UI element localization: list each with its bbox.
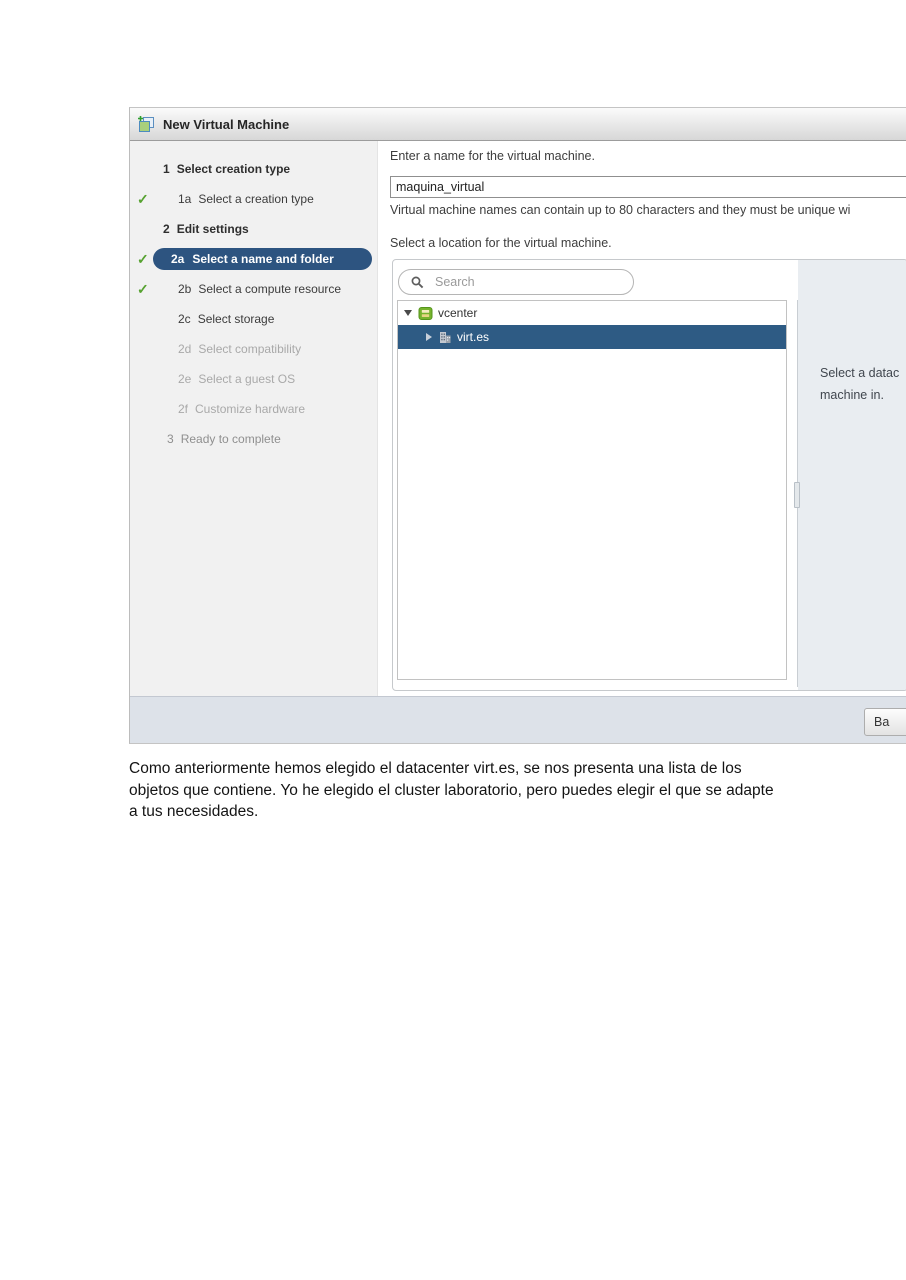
step-2-edit-settings[interactable]: 2 Edit settings bbox=[163, 222, 249, 236]
inventory-tree bbox=[397, 300, 787, 680]
body-paragraph: Como anteriormente hemos elegido el datacenter virt.es, se nos presenta una lista de los objetos que contiene. Yo he elegido el cluster laboratorio, pero puedes elegir el que se adapte a tus necesidades. bbox=[129, 760, 774, 820]
step-label: Edit settings bbox=[176, 222, 249, 236]
wizard-steps-sidebar bbox=[130, 141, 378, 696]
name-label: Enter a name for the virtual machine. bbox=[390, 149, 595, 163]
step-label: Select storage bbox=[197, 312, 275, 326]
datacenter-icon bbox=[438, 330, 452, 344]
step-label: Select a guest OS bbox=[198, 372, 296, 386]
side-note-line: machine in. bbox=[820, 388, 884, 402]
check-icon: ✓ bbox=[137, 191, 149, 207]
check-icon: ✓ bbox=[137, 281, 149, 297]
search-icon bbox=[411, 276, 424, 289]
chevron-right-icon[interactable] bbox=[426, 333, 432, 341]
step-label: Select a creation type bbox=[198, 192, 314, 206]
step-label: Select creation type bbox=[176, 162, 291, 176]
step-2f-customize-hardware: 2f Customize hardware bbox=[178, 402, 306, 416]
back-button[interactable]: Ba bbox=[864, 708, 906, 736]
search-box[interactable] bbox=[398, 269, 634, 295]
search-input[interactable] bbox=[433, 274, 633, 290]
wizard-main-panel bbox=[379, 141, 906, 696]
new-vm-wizard-dialog bbox=[129, 107, 906, 744]
tree-row-virt-es[interactable] bbox=[398, 325, 786, 349]
step-3-ready-to-complete: 3 Ready to complete bbox=[167, 432, 281, 446]
tree-node-label: virt.es bbox=[457, 330, 490, 344]
vcenter-icon bbox=[418, 306, 433, 321]
location-browser bbox=[392, 259, 906, 691]
vm-name-input[interactable] bbox=[390, 176, 906, 198]
step-label: Select compatibility bbox=[198, 342, 302, 356]
dialog-body bbox=[130, 141, 906, 696]
dialog-title: New Virtual Machine bbox=[163, 116, 290, 132]
step-label: Select a compute resource bbox=[198, 282, 342, 296]
location-label: Select a location for the virtual machine. bbox=[390, 236, 612, 250]
check-icon: ✓ bbox=[137, 251, 149, 267]
step-label: Customize hardware bbox=[195, 402, 306, 416]
dialog-footer bbox=[130, 696, 906, 743]
step-label: Ready to complete bbox=[180, 432, 281, 446]
side-note-line: Select a datac bbox=[820, 366, 900, 380]
tree-row-vcenter[interactable] bbox=[398, 301, 786, 325]
step-2e-select-a-guest-os: 2e Select a guest OS bbox=[178, 372, 296, 386]
location-side-panel bbox=[798, 260, 906, 690]
step-2d-select-compatibility: 2d Select compatibility bbox=[178, 342, 302, 356]
tree-node-label: vcenter bbox=[438, 306, 478, 320]
step-2a-select-a-name-and-folder[interactable]: ✓ 2a Select a name and folder bbox=[153, 248, 372, 270]
step-label: Select a name and folder bbox=[192, 252, 334, 266]
step-2b-select-a-compute-resource[interactable]: ✓ 2b Select a compute resource bbox=[137, 281, 342, 297]
step-2c-select-storage[interactable]: 2c Select storage bbox=[178, 312, 275, 326]
step-1a-select-a-creation-type[interactable]: ✓ 1a Select a creation type bbox=[137, 191, 314, 207]
new-vm-icon bbox=[138, 116, 155, 133]
dialog-titlebar bbox=[130, 108, 906, 141]
name-hint: Virtual machine names can contain up to 80 characters and they must be unique wi bbox=[390, 203, 851, 217]
splitter-handle[interactable] bbox=[794, 482, 800, 508]
chevron-down-icon[interactable] bbox=[404, 310, 412, 316]
step-1-select-creation-type[interactable]: 1 Select creation type bbox=[163, 162, 291, 176]
